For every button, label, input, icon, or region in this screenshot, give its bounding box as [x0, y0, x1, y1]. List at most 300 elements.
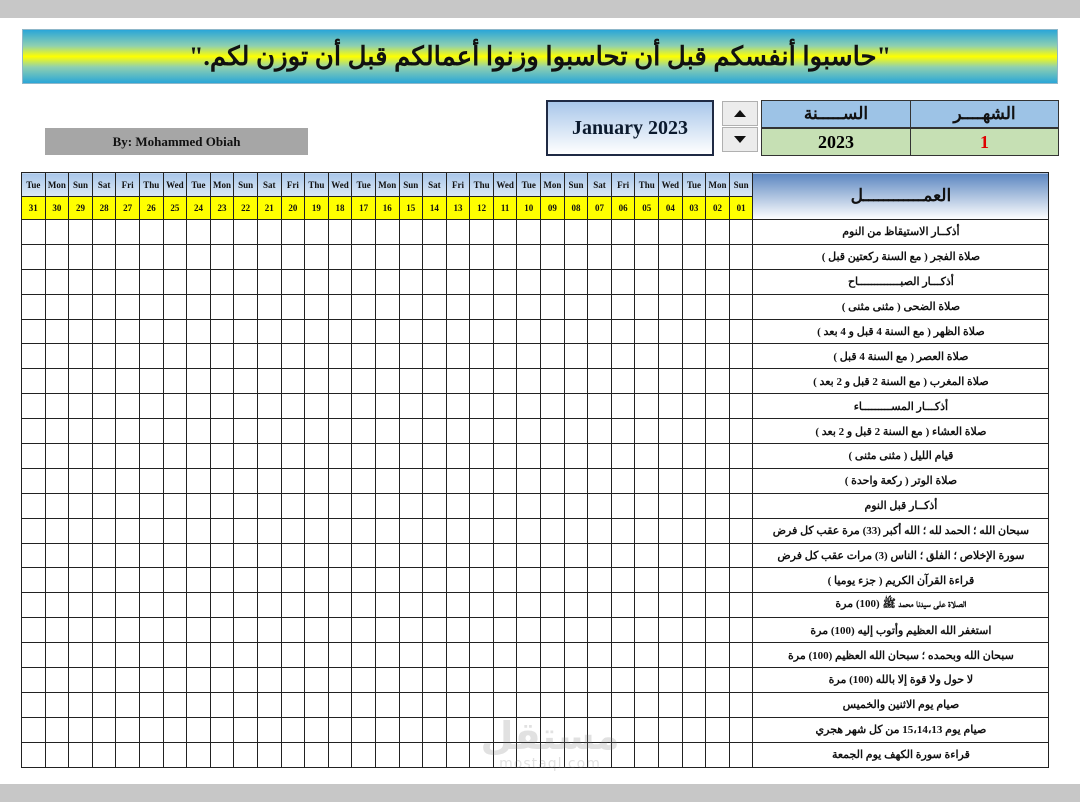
- day-check-cell[interactable]: [305, 244, 329, 269]
- day-check-cell[interactable]: [611, 220, 635, 245]
- day-check-cell[interactable]: [92, 692, 116, 717]
- day-check-cell[interactable]: [493, 319, 517, 344]
- day-check-cell[interactable]: [399, 717, 423, 742]
- day-check-cell[interactable]: [564, 468, 588, 493]
- day-check-cell[interactable]: [588, 643, 612, 668]
- day-check-cell[interactable]: [659, 394, 683, 419]
- day-check-cell[interactable]: [517, 618, 541, 643]
- day-check-cell[interactable]: [281, 643, 305, 668]
- day-check-cell[interactable]: [375, 468, 399, 493]
- day-check-cell[interactable]: [305, 543, 329, 568]
- day-check-cell[interactable]: [564, 220, 588, 245]
- day-check-cell[interactable]: [729, 543, 753, 568]
- day-check-cell[interactable]: [541, 742, 565, 767]
- day-check-cell[interactable]: [493, 369, 517, 394]
- day-check-cell[interactable]: [116, 618, 140, 643]
- day-check-cell[interactable]: [352, 369, 376, 394]
- day-check-cell[interactable]: [328, 294, 352, 319]
- day-check-cell[interactable]: [659, 568, 683, 593]
- day-check-cell[interactable]: [446, 394, 470, 419]
- day-check-cell[interactable]: [682, 468, 706, 493]
- day-check-cell[interactable]: [45, 618, 69, 643]
- day-check-cell[interactable]: [706, 369, 730, 394]
- day-check-cell[interactable]: [399, 668, 423, 693]
- day-check-cell[interactable]: [210, 568, 234, 593]
- day-check-cell[interactable]: [635, 543, 659, 568]
- day-check-cell[interactable]: [493, 493, 517, 518]
- day-check-cell[interactable]: [729, 419, 753, 444]
- day-check-cell[interactable]: [234, 593, 258, 618]
- day-check-cell[interactable]: [22, 593, 46, 618]
- day-check-cell[interactable]: [706, 568, 730, 593]
- day-check-cell[interactable]: [234, 742, 258, 767]
- day-check-cell[interactable]: [493, 419, 517, 444]
- day-check-cell[interactable]: [139, 543, 163, 568]
- day-check-cell[interactable]: [187, 244, 211, 269]
- day-check-cell[interactable]: [611, 668, 635, 693]
- day-check-cell[interactable]: [635, 244, 659, 269]
- day-check-cell[interactable]: [45, 419, 69, 444]
- day-check-cell[interactable]: [446, 543, 470, 568]
- day-check-cell[interactable]: [22, 643, 46, 668]
- day-check-cell[interactable]: [139, 394, 163, 419]
- day-check-cell[interactable]: [281, 220, 305, 245]
- day-check-cell[interactable]: [375, 668, 399, 693]
- day-check-cell[interactable]: [635, 220, 659, 245]
- day-check-cell[interactable]: [116, 518, 140, 543]
- day-check-cell[interactable]: [281, 419, 305, 444]
- day-check-cell[interactable]: [399, 269, 423, 294]
- day-check-cell[interactable]: [257, 593, 281, 618]
- spinner-down-button[interactable]: [722, 127, 758, 152]
- day-check-cell[interactable]: [163, 518, 187, 543]
- day-check-cell[interactable]: [564, 319, 588, 344]
- day-check-cell[interactable]: [564, 692, 588, 717]
- day-check-cell[interactable]: [541, 244, 565, 269]
- day-check-cell[interactable]: [69, 643, 93, 668]
- day-check-cell[interactable]: [517, 593, 541, 618]
- day-check-cell[interactable]: [611, 468, 635, 493]
- day-check-cell[interactable]: [399, 419, 423, 444]
- day-check-cell[interactable]: [706, 668, 730, 693]
- day-check-cell[interactable]: [635, 269, 659, 294]
- day-check-cell[interactable]: [375, 493, 399, 518]
- day-check-cell[interactable]: [541, 294, 565, 319]
- day-check-cell[interactable]: [234, 344, 258, 369]
- day-check-cell[interactable]: [281, 344, 305, 369]
- day-check-cell[interactable]: [541, 543, 565, 568]
- day-check-cell[interactable]: [257, 419, 281, 444]
- day-check-cell[interactable]: [257, 742, 281, 767]
- day-check-cell[interactable]: [682, 543, 706, 568]
- day-check-cell[interactable]: [659, 444, 683, 469]
- day-check-cell[interactable]: [399, 394, 423, 419]
- day-check-cell[interactable]: [682, 668, 706, 693]
- day-check-cell[interactable]: [682, 419, 706, 444]
- day-check-cell[interactable]: [210, 468, 234, 493]
- day-check-cell[interactable]: [352, 294, 376, 319]
- day-check-cell[interactable]: [682, 319, 706, 344]
- day-check-cell[interactable]: [729, 344, 753, 369]
- day-check-cell[interactable]: [69, 518, 93, 543]
- day-check-cell[interactable]: [69, 319, 93, 344]
- day-check-cell[interactable]: [423, 493, 447, 518]
- day-check-cell[interactable]: [305, 717, 329, 742]
- day-check-cell[interactable]: [423, 468, 447, 493]
- day-check-cell[interactable]: [281, 543, 305, 568]
- day-check-cell[interactable]: [139, 344, 163, 369]
- day-check-cell[interactable]: [281, 468, 305, 493]
- day-check-cell[interactable]: [163, 394, 187, 419]
- day-check-cell[interactable]: [163, 543, 187, 568]
- day-check-cell[interactable]: [163, 568, 187, 593]
- day-check-cell[interactable]: [446, 344, 470, 369]
- day-check-cell[interactable]: [564, 394, 588, 419]
- day-check-cell[interactable]: [45, 742, 69, 767]
- day-check-cell[interactable]: [22, 344, 46, 369]
- day-check-cell[interactable]: [611, 344, 635, 369]
- day-check-cell[interactable]: [328, 468, 352, 493]
- day-check-cell[interactable]: [352, 319, 376, 344]
- day-check-cell[interactable]: [92, 493, 116, 518]
- day-check-cell[interactable]: [116, 419, 140, 444]
- day-check-cell[interactable]: [352, 668, 376, 693]
- day-check-cell[interactable]: [659, 593, 683, 618]
- day-check-cell[interactable]: [352, 518, 376, 543]
- day-check-cell[interactable]: [116, 269, 140, 294]
- day-check-cell[interactable]: [375, 269, 399, 294]
- day-check-cell[interactable]: [92, 468, 116, 493]
- day-check-cell[interactable]: [22, 742, 46, 767]
- day-check-cell[interactable]: [281, 593, 305, 618]
- day-check-cell[interactable]: [328, 220, 352, 245]
- day-check-cell[interactable]: [541, 668, 565, 693]
- day-check-cell[interactable]: [423, 444, 447, 469]
- day-check-cell[interactable]: [352, 344, 376, 369]
- day-check-cell[interactable]: [45, 269, 69, 294]
- day-check-cell[interactable]: [517, 742, 541, 767]
- day-check-cell[interactable]: [729, 369, 753, 394]
- day-check-cell[interactable]: [328, 593, 352, 618]
- day-check-cell[interactable]: [682, 643, 706, 668]
- day-check-cell[interactable]: [139, 220, 163, 245]
- day-check-cell[interactable]: [163, 668, 187, 693]
- day-check-cell[interactable]: [187, 668, 211, 693]
- day-check-cell[interactable]: [210, 717, 234, 742]
- day-check-cell[interactable]: [659, 518, 683, 543]
- day-check-cell[interactable]: [399, 518, 423, 543]
- day-check-cell[interactable]: [729, 294, 753, 319]
- day-check-cell[interactable]: [210, 518, 234, 543]
- day-check-cell[interactable]: [682, 717, 706, 742]
- day-check-cell[interactable]: [187, 742, 211, 767]
- day-check-cell[interactable]: [706, 543, 730, 568]
- day-check-cell[interactable]: [493, 220, 517, 245]
- day-check-cell[interactable]: [305, 742, 329, 767]
- day-check-cell[interactable]: [116, 244, 140, 269]
- day-check-cell[interactable]: [163, 444, 187, 469]
- day-check-cell[interactable]: [399, 444, 423, 469]
- day-check-cell[interactable]: [470, 319, 494, 344]
- day-check-cell[interactable]: [22, 244, 46, 269]
- day-check-cell[interactable]: [729, 493, 753, 518]
- day-check-cell[interactable]: [588, 319, 612, 344]
- day-check-cell[interactable]: [187, 593, 211, 618]
- day-check-cell[interactable]: [682, 518, 706, 543]
- day-check-cell[interactable]: [375, 568, 399, 593]
- day-check-cell[interactable]: [446, 294, 470, 319]
- day-check-cell[interactable]: [328, 568, 352, 593]
- day-check-cell[interactable]: [281, 692, 305, 717]
- day-check-cell[interactable]: [45, 220, 69, 245]
- day-check-cell[interactable]: [328, 717, 352, 742]
- day-check-cell[interactable]: [446, 518, 470, 543]
- day-check-cell[interactable]: [729, 717, 753, 742]
- day-check-cell[interactable]: [446, 444, 470, 469]
- day-check-cell[interactable]: [564, 543, 588, 568]
- day-check-cell[interactable]: [635, 344, 659, 369]
- day-check-cell[interactable]: [470, 692, 494, 717]
- day-check-cell[interactable]: [257, 717, 281, 742]
- day-check-cell[interactable]: [163, 244, 187, 269]
- day-check-cell[interactable]: [493, 668, 517, 693]
- day-check-cell[interactable]: [729, 269, 753, 294]
- day-check-cell[interactable]: [22, 444, 46, 469]
- day-check-cell[interactable]: [729, 444, 753, 469]
- day-check-cell[interactable]: [257, 344, 281, 369]
- day-check-cell[interactable]: [635, 518, 659, 543]
- day-check-cell[interactable]: [22, 717, 46, 742]
- day-check-cell[interactable]: [187, 294, 211, 319]
- day-check-cell[interactable]: [352, 717, 376, 742]
- day-check-cell[interactable]: [564, 369, 588, 394]
- day-check-cell[interactable]: [588, 419, 612, 444]
- day-check-cell[interactable]: [375, 618, 399, 643]
- day-check-cell[interactable]: [305, 344, 329, 369]
- day-check-cell[interactable]: [257, 319, 281, 344]
- day-check-cell[interactable]: [517, 244, 541, 269]
- day-check-cell[interactable]: [706, 269, 730, 294]
- day-check-cell[interactable]: [187, 618, 211, 643]
- day-check-cell[interactable]: [659, 294, 683, 319]
- day-check-cell[interactable]: [729, 668, 753, 693]
- day-check-cell[interactable]: [659, 692, 683, 717]
- day-check-cell[interactable]: [517, 344, 541, 369]
- day-check-cell[interactable]: [493, 344, 517, 369]
- day-check-cell[interactable]: [493, 543, 517, 568]
- day-check-cell[interactable]: [163, 643, 187, 668]
- day-check-cell[interactable]: [305, 692, 329, 717]
- day-check-cell[interactable]: [116, 444, 140, 469]
- day-check-cell[interactable]: [470, 668, 494, 693]
- day-check-cell[interactable]: [564, 618, 588, 643]
- day-check-cell[interactable]: [210, 493, 234, 518]
- day-check-cell[interactable]: [423, 593, 447, 618]
- day-check-cell[interactable]: [541, 717, 565, 742]
- day-check-cell[interactable]: [446, 618, 470, 643]
- day-check-cell[interactable]: [493, 692, 517, 717]
- day-check-cell[interactable]: [116, 294, 140, 319]
- day-check-cell[interactable]: [517, 319, 541, 344]
- day-check-cell[interactable]: [564, 269, 588, 294]
- day-check-cell[interactable]: [517, 444, 541, 469]
- day-check-cell[interactable]: [729, 220, 753, 245]
- day-check-cell[interactable]: [541, 518, 565, 543]
- day-check-cell[interactable]: [375, 444, 399, 469]
- day-check-cell[interactable]: [611, 444, 635, 469]
- day-check-cell[interactable]: [682, 220, 706, 245]
- day-check-cell[interactable]: [541, 468, 565, 493]
- day-check-cell[interactable]: [470, 518, 494, 543]
- day-check-cell[interactable]: [281, 369, 305, 394]
- day-check-cell[interactable]: [69, 668, 93, 693]
- day-check-cell[interactable]: [375, 692, 399, 717]
- day-check-cell[interactable]: [45, 369, 69, 394]
- day-check-cell[interactable]: [541, 643, 565, 668]
- day-check-cell[interactable]: [92, 220, 116, 245]
- day-check-cell[interactable]: [375, 294, 399, 319]
- day-check-cell[interactable]: [541, 593, 565, 618]
- day-check-cell[interactable]: [281, 444, 305, 469]
- day-check-cell[interactable]: [116, 742, 140, 767]
- day-check-cell[interactable]: [210, 344, 234, 369]
- day-check-cell[interactable]: [257, 269, 281, 294]
- day-check-cell[interactable]: [399, 593, 423, 618]
- day-check-cell[interactable]: [564, 344, 588, 369]
- day-check-cell[interactable]: [210, 543, 234, 568]
- day-check-cell[interactable]: [541, 319, 565, 344]
- day-check-cell[interactable]: [234, 493, 258, 518]
- day-check-cell[interactable]: [682, 294, 706, 319]
- day-check-cell[interactable]: [517, 692, 541, 717]
- day-check-cell[interactable]: [399, 319, 423, 344]
- day-check-cell[interactable]: [139, 643, 163, 668]
- day-check-cell[interactable]: [281, 568, 305, 593]
- day-check-cell[interactable]: [541, 344, 565, 369]
- day-check-cell[interactable]: [210, 319, 234, 344]
- day-check-cell[interactable]: [493, 742, 517, 767]
- day-check-cell[interactable]: [305, 568, 329, 593]
- day-check-cell[interactable]: [729, 643, 753, 668]
- day-check-cell[interactable]: [446, 419, 470, 444]
- day-check-cell[interactable]: [234, 618, 258, 643]
- day-check-cell[interactable]: [423, 742, 447, 767]
- day-check-cell[interactable]: [92, 593, 116, 618]
- day-check-cell[interactable]: [659, 269, 683, 294]
- day-check-cell[interactable]: [706, 394, 730, 419]
- day-check-cell[interactable]: [163, 468, 187, 493]
- day-check-cell[interactable]: [517, 643, 541, 668]
- day-check-cell[interactable]: [328, 692, 352, 717]
- day-check-cell[interactable]: [45, 543, 69, 568]
- day-check-cell[interactable]: [257, 468, 281, 493]
- day-check-cell[interactable]: [281, 493, 305, 518]
- day-check-cell[interactable]: [352, 269, 376, 294]
- day-check-cell[interactable]: [611, 394, 635, 419]
- day-check-cell[interactable]: [399, 468, 423, 493]
- day-check-cell[interactable]: [588, 742, 612, 767]
- day-check-cell[interactable]: [729, 394, 753, 419]
- day-check-cell[interactable]: [139, 319, 163, 344]
- day-check-cell[interactable]: [139, 518, 163, 543]
- day-check-cell[interactable]: [564, 493, 588, 518]
- day-check-cell[interactable]: [281, 668, 305, 693]
- day-check-cell[interactable]: [706, 692, 730, 717]
- day-check-cell[interactable]: [517, 493, 541, 518]
- day-check-cell[interactable]: [399, 493, 423, 518]
- day-check-cell[interactable]: [564, 568, 588, 593]
- day-check-cell[interactable]: [210, 269, 234, 294]
- day-check-cell[interactable]: [635, 692, 659, 717]
- day-check-cell[interactable]: [257, 692, 281, 717]
- day-check-cell[interactable]: [611, 518, 635, 543]
- day-check-cell[interactable]: [423, 568, 447, 593]
- day-check-cell[interactable]: [352, 643, 376, 668]
- day-check-cell[interactable]: [352, 394, 376, 419]
- day-check-cell[interactable]: [22, 294, 46, 319]
- day-check-cell[interactable]: [682, 369, 706, 394]
- day-check-cell[interactable]: [328, 369, 352, 394]
- day-check-cell[interactable]: [706, 717, 730, 742]
- day-check-cell[interactable]: [470, 394, 494, 419]
- day-check-cell[interactable]: [470, 593, 494, 618]
- day-check-cell[interactable]: [163, 493, 187, 518]
- day-check-cell[interactable]: [682, 593, 706, 618]
- day-check-cell[interactable]: [635, 593, 659, 618]
- day-check-cell[interactable]: [45, 444, 69, 469]
- day-check-cell[interactable]: [22, 220, 46, 245]
- day-check-cell[interactable]: [45, 518, 69, 543]
- day-check-cell[interactable]: [682, 742, 706, 767]
- day-check-cell[interactable]: [45, 668, 69, 693]
- day-check-cell[interactable]: [588, 493, 612, 518]
- day-check-cell[interactable]: [446, 220, 470, 245]
- day-check-cell[interactable]: [635, 444, 659, 469]
- day-check-cell[interactable]: [45, 568, 69, 593]
- day-check-cell[interactable]: [446, 692, 470, 717]
- day-check-cell[interactable]: [328, 643, 352, 668]
- day-check-cell[interactable]: [305, 668, 329, 693]
- day-check-cell[interactable]: [470, 294, 494, 319]
- day-check-cell[interactable]: [234, 692, 258, 717]
- day-check-cell[interactable]: [423, 319, 447, 344]
- day-check-cell[interactable]: [611, 643, 635, 668]
- day-check-cell[interactable]: [210, 369, 234, 394]
- day-check-cell[interactable]: [257, 518, 281, 543]
- day-check-cell[interactable]: [116, 493, 140, 518]
- day-check-cell[interactable]: [517, 668, 541, 693]
- day-check-cell[interactable]: [564, 742, 588, 767]
- day-check-cell[interactable]: [375, 419, 399, 444]
- day-check-cell[interactable]: [116, 643, 140, 668]
- day-check-cell[interactable]: [635, 568, 659, 593]
- day-check-cell[interactable]: [234, 518, 258, 543]
- day-check-cell[interactable]: [423, 269, 447, 294]
- month-spinner[interactable]: [722, 101, 758, 153]
- day-check-cell[interactable]: [305, 269, 329, 294]
- day-check-cell[interactable]: [45, 493, 69, 518]
- day-check-cell[interactable]: [187, 543, 211, 568]
- day-check-cell[interactable]: [305, 369, 329, 394]
- day-check-cell[interactable]: [564, 593, 588, 618]
- day-check-cell[interactable]: [399, 294, 423, 319]
- day-check-cell[interactable]: [399, 369, 423, 394]
- day-check-cell[interactable]: [446, 717, 470, 742]
- year-value[interactable]: 2023: [761, 128, 911, 156]
- day-check-cell[interactable]: [22, 568, 46, 593]
- day-check-cell[interactable]: [116, 692, 140, 717]
- day-check-cell[interactable]: [139, 468, 163, 493]
